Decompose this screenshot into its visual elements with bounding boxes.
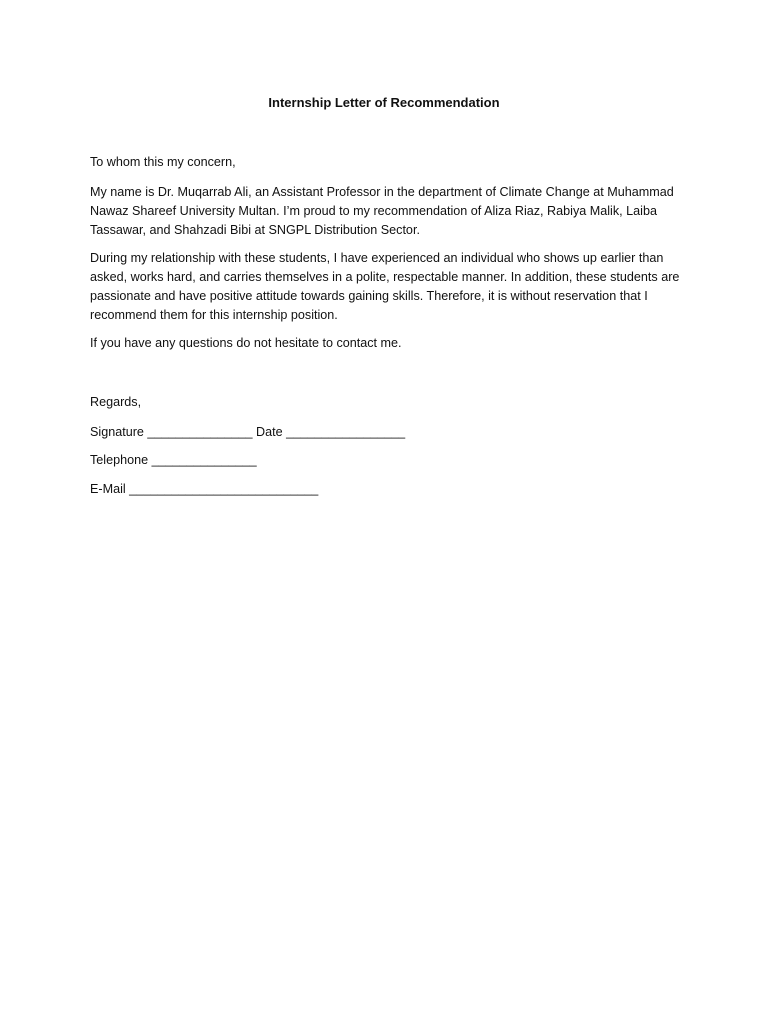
closing: Regards, xyxy=(90,395,142,409)
paragraph-experience: During my relationship with these students, I have experienced an individual who shows up earlier than asked, works hard, and carries themselves in a polite, respectable manner. In addition, these students are passionate and have positive attitude towards gaining skills. Therefore, it is without reservation that I recommend them for this internship position. xyxy=(90,251,680,322)
salutation: To whom this my concern, xyxy=(90,155,236,169)
email-field: E-Mail ___________________________ xyxy=(90,482,319,496)
signature-date-field: Signature _______________ Date _________________ xyxy=(90,425,406,439)
letter-title: Internship Letter of Recommendation xyxy=(268,95,500,110)
paragraph-contact: If you have any questions do not hesitate to contact me. xyxy=(90,336,402,350)
telephone-field: Telephone _______________ xyxy=(90,453,257,467)
paragraph-intro: My name is Dr. Muqarrab Ali, an Assistant Professor in the department of Climate Change at Muhammad Nawaz Shareef University Multan. I’m proud to my recommendation of Aliza Riaz, Rabiya Malik, Laiba Tassawar, and Shahzadi Bibi at SNGPL Distribution Sector. xyxy=(90,185,674,237)
